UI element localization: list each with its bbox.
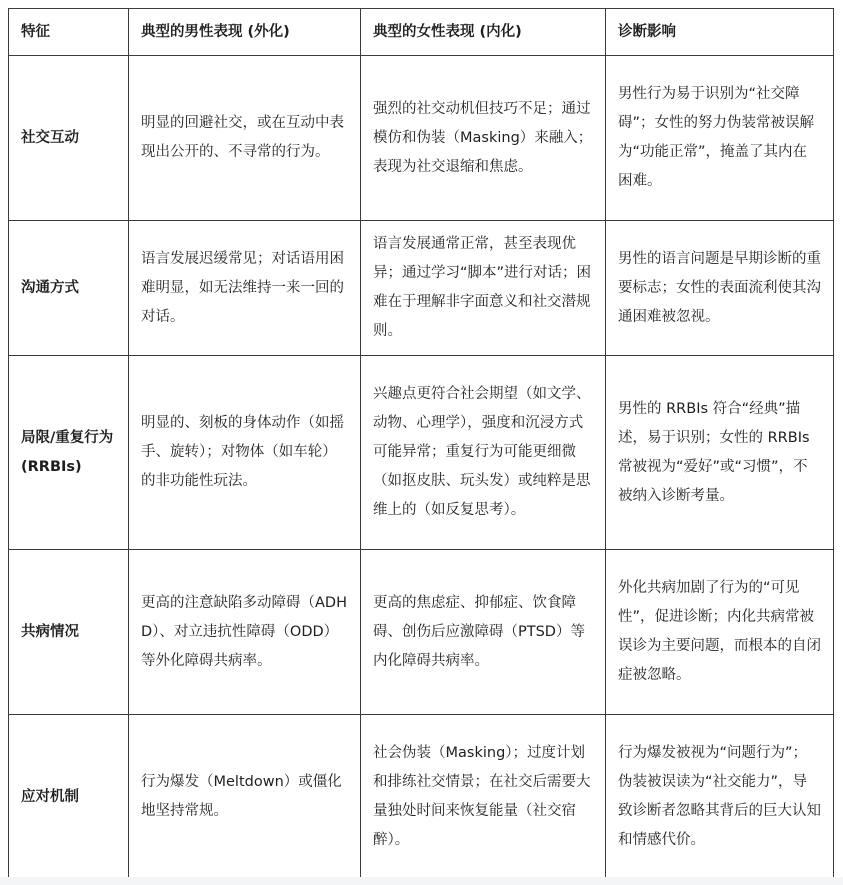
feature-cell: 局限/重复行为 (RRBIs)	[9, 356, 129, 550]
male-cell: 明显的、刻板的身体动作（如摇手、旋转）；对物体（如车轮）的非功能性玩法。	[129, 356, 361, 550]
male-cell: 行为爆发（Meltdown）或僵化地坚持常规。	[129, 715, 361, 880]
female-cell: 兴趣点更符合社会期望（如文学、动物、心理学），强度和沉浸方式可能异常；重复行为可能更细微（如抠皮肤、玩头发）或纯粹是思维上的（如反复思考）。	[361, 356, 606, 550]
table-row	[9, 221, 834, 356]
impact-cell: 男性的语言问题是早期诊断的重要标志；女性的表面流利使其沟通困难被忽视。	[606, 221, 834, 356]
header-feature: 特征	[9, 9, 129, 56]
feature-cell: 共病情况	[9, 550, 129, 715]
header-female: 典型的女性表现 (内化)	[361, 9, 606, 56]
impact-cell: 行为爆发被视为“问题行为”；伪装被误读为“社交能力”，导致诊断者忽略其背后的巨大认知和情感代价。	[606, 715, 834, 880]
table-row	[9, 356, 834, 550]
female-cell: 强烈的社交动机但技巧不足；通过模仿和伪装（Masking）来融入；表现为社交退缩和焦虑。	[361, 56, 606, 221]
bottom-edge	[0, 877, 843, 885]
header-impact: 诊断影响	[606, 9, 834, 56]
header-row	[9, 9, 834, 56]
table-row	[9, 56, 834, 221]
female-cell: 社会伪装（Masking）；过度计划和排练社交情景；在社交后需要大量独处时间来恢复能量（社交宿醉）。	[361, 715, 606, 880]
comparison-table-container	[8, 8, 833, 880]
impact-cell: 男性的 RRBIs 符合“经典”描述，易于识别；女性的 RRBIs 常被视为“爱好”或“习惯”，不被纳入诊断考量。	[606, 356, 834, 550]
table-body	[9, 56, 834, 880]
male-cell: 语言发展迟缓常见；对话语用困难明显，如无法维持一来一回的对话。	[129, 221, 361, 356]
female-cell: 更高的焦虑症、抑郁症、饮食障碍、创伤后应激障碍（PTSD）等内化障碍共病率。	[361, 550, 606, 715]
male-cell: 明显的回避社交，或在互动中表现出公开的、不寻常的行为。	[129, 56, 361, 221]
table-header	[9, 9, 834, 56]
feature-cell: 沟通方式	[9, 221, 129, 356]
female-cell: 语言发展通常正常，甚至表现优异；通过学习“脚本”进行对话；困难在于理解非字面意义和社交潜规则。	[361, 221, 606, 356]
comparison-table	[8, 8, 834, 880]
table-row	[9, 715, 834, 880]
feature-cell: 应对机制	[9, 715, 129, 880]
male-cell: 更高的注意缺陷多动障碍（ADHD）、对立违抗性障碍（ODD）等外化障碍共病率。	[129, 550, 361, 715]
header-male: 典型的男性表现 (外化)	[129, 9, 361, 56]
table-row	[9, 550, 834, 715]
impact-cell: 男性行为易于识别为“社交障碍”；女性的努力伪装常被误解为“功能正常”，掩盖了其内在困难。	[606, 56, 834, 221]
feature-cell: 社交互动	[9, 56, 129, 221]
impact-cell: 外化共病加剧了行为的“可见性”，促进诊断；内化共病常被误诊为主要问题，而根本的自闭症被忽略。	[606, 550, 834, 715]
